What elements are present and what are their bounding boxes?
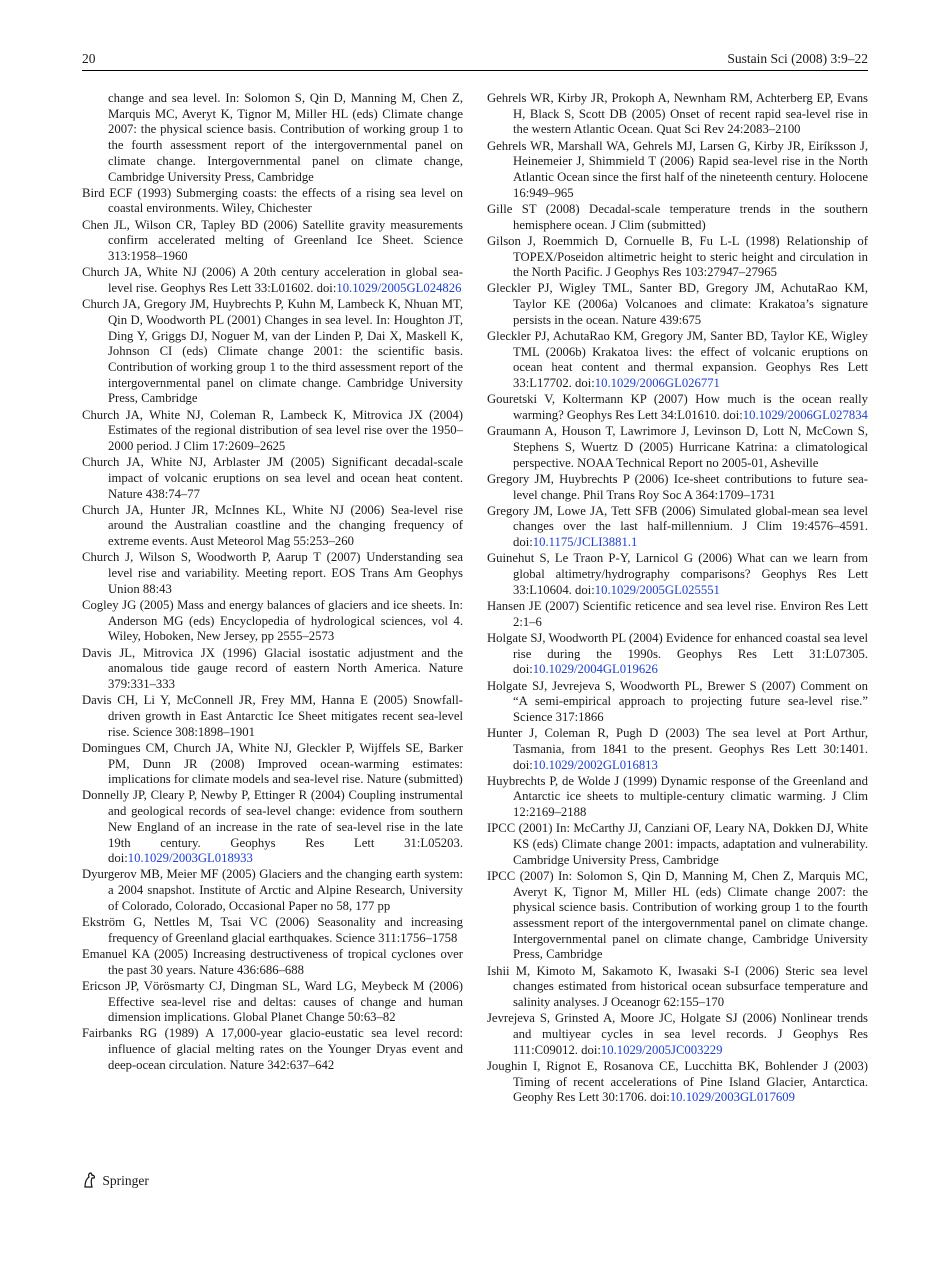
reference-entry xyxy=(82,1026,463,1073)
reference-entry xyxy=(487,202,868,233)
reference-entry xyxy=(82,550,463,597)
reference-text: Emanuel KA (2005) Increasing destructiveness of tropical cyclones over the past 30 years. Nature 436:686–688 xyxy=(82,946,463,977)
reference-text: Cogley JG (2005) Mass and energy balances of glaciers and ice sheets. In: Anderson MG (eds) Encyclopedia of hydrological sciences, vol 4. Wiley, Hoboken, New Jersey, pp 2555–2573 xyxy=(82,598,463,644)
reference-text: Holgate SJ, Woodworth PL (2004) Evidence for enhanced coastal sea level rise during the 1990s. Geophys Res Lett 31:L07305. doi: xyxy=(487,630,868,677)
reference-entry xyxy=(82,646,463,693)
reference-entry xyxy=(487,234,868,281)
reference-entry xyxy=(487,1011,868,1058)
reference-text: Domingues CM, Church JA, White NJ, Gleckler P, Wijffels SE, Barker PM, Dunn JR (2008) Improved ocean-warming estimates: implications for climate models and sea-level rise. Nature (submitted) xyxy=(82,740,463,787)
reference-entry xyxy=(487,774,868,821)
reference-text: Ericson JP, Vörösmarty CJ, Dingman SL, Ward LG, Meybeck M (2006) Effective sea-level rise and deltas: causes of change and human dimension implications. Global Planet Change 50:63–82 xyxy=(82,978,463,1025)
reference-text: IPCC (2007) In: Solomon S, Qin D, Manning M, Chen Z, Marquis MC, Averyt K, Tignor M, Miller HL (eds) Climate change 2007: the physical science basis. Contribution of working group 1 to the fourth assessment report of the intergovernmental panel on climate change. Intergovernmental panel on climate change, Cambridge University Press, Cambridge xyxy=(487,868,868,962)
doi-link[interactable]: 10.1029/2006GL027834 xyxy=(742,408,868,423)
reference-text: Gleckler PJ, Wigley TML, Santer BD, Gregory JM, AchutaRao KM, Taylor KE (2006a) Volcanoes and climate: Krakatoa’s signature persists in the ocean. Nature 439:675 xyxy=(487,281,868,327)
reference-entry xyxy=(82,741,463,788)
reference-entry xyxy=(487,726,868,773)
journal-citation: Sustain Sci (2008) 3:9–22 xyxy=(727,51,868,66)
reference-entry xyxy=(82,915,463,946)
reference-entry xyxy=(487,631,868,678)
reference-column-left xyxy=(82,91,463,1074)
reference-text: Davis CH, Li Y, McConnell JR, Frey MM, Hanna E (2005) Snowfall-driven growth in East Antarctic Ice Sheet mitigates recent sea-level rise. Science 308:1898–1901 xyxy=(82,693,463,739)
reference-entry xyxy=(82,693,463,740)
reference-text: Church JA, White NJ, Arblaster JM (2005) Significant decadal-scale impact of volcanic eruptions on sea level and ocean heat content. Nature 438:74–77 xyxy=(82,455,463,501)
reference-entry xyxy=(82,867,463,914)
reference-entry xyxy=(487,1059,868,1106)
reference-text: Hansen JE (2007) Scientific reticence and sea level rise. Environ Res Lett 2:1–6 xyxy=(487,599,868,629)
doi-link[interactable]: 10.1029/2003GL017609 xyxy=(669,1090,795,1105)
reference-entry xyxy=(82,788,463,867)
doi-link[interactable]: 10.1029/2005JC003229 xyxy=(600,1042,723,1057)
reference-entry xyxy=(487,329,868,392)
reference-entry xyxy=(82,598,463,645)
reference-entry xyxy=(82,265,463,296)
header-rule xyxy=(82,70,868,71)
reference-entry xyxy=(487,599,868,630)
reference-entry xyxy=(82,91,463,185)
reference-entry xyxy=(82,408,463,455)
reference-entry xyxy=(487,281,868,328)
reference-text: Jevrejeva S, Grinsted A, Moore JC, Holgate SJ (2006) Nonlinear trends and multiyear cycles in sea level records. J Geophys Res 111:C09012. doi: xyxy=(487,1011,868,1057)
reference-entry xyxy=(487,472,868,503)
reference-text: Fairbanks RG (1989) A 17,000-year glacio-eustatic sea level record: influence of glacial melting rates on the Younger Dryas event and deep-ocean circulation. Nature 342:637–642 xyxy=(82,1026,463,1072)
reference-text: Church JA, Hunter JR, McInnes KL, White NJ (2006) Sea-level rise around the Australian coastline and the changing frequency of extreme events. Aust Meteorol Mag 55:253–260 xyxy=(82,502,463,549)
publisher-name: Springer xyxy=(102,1173,149,1188)
reference-text: Chen JL, Wilson CR, Tapley BD (2006) Satellite gravity measurements confirm accelerated melting of Greenland Ice Sheet. Science 313:1958–1960 xyxy=(82,217,463,264)
reference-entry xyxy=(487,139,868,202)
reference-text: Church JA, White NJ (2006) A 20th century acceleration in global sea-level rise. Geophys Res Lett 33:L01602. doi: xyxy=(82,265,463,295)
reference-text: Ishii M, Kimoto M, Sakamoto K, Iwasaki S-I (2006) Steric sea level changes estimated from historical ocean subsurface temperature and salinity analyses. J Oceanogr 62:155–170 xyxy=(487,963,868,1010)
reference-text: Gehrels WR, Marshall WA, Gehrels MJ, Larsen G, Kirby JR, Eiríksson J, Heinemeier J, Shimmield T (2006) Rapid sea-level rise in the North Atlantic Ocean since the first half of the nineteenth century. Holocene 16:949–965 xyxy=(487,138,868,200)
reference-text: Church JA, Gregory JM, Huybrechts P, Kuhn M, Lambeck K, Nhuan MT, Qin D, Woodworth PL (2001) Changes in sea level. In: Houghton JT, Ding Y, Griggs DJ, Noguer M, van der Linden P, Dai X, Maskell K, Johnson CI (eds) Climate change 2001: the scientific basis. Contribution of working group 1 to the third assessment report of the intergovernmental panel on climate change. Cambridge University Press, Cambridge xyxy=(82,297,463,406)
reference-text: IPCC (2001) In: McCarthy JJ, Canziani OF, Leary NA, Dokken DJ, White KS (eds) Climate change 2001: impacts, adaptation and vulnerability. Cambridge University Press, Cambridge xyxy=(487,821,868,867)
reference-text: Ekström G, Nettles M, Tsai VC (2006) Seasonality and increasing frequency of Greenland glacial earthquakes. Science 311:1756–1758 xyxy=(82,915,463,945)
reference-text: Bird ECF (1993) Submerging coasts: the effects of a rising sea level on coastal environments. Wiley, Chichester xyxy=(82,185,463,216)
doi-link[interactable]: 10.1175/JCLI3881.1 xyxy=(532,535,638,550)
reference-text: Gregory JM, Huybrechts P (2006) Ice-sheet contributions to future sea-level change. Phil Trans Roy Soc A 364:1709–1731 xyxy=(487,471,868,502)
reference-entry xyxy=(487,869,868,963)
reference-text: Donnelly JP, Cleary P, Newby P, Ettinger R (2004) Coupling instrumental and geological records of sea-level change: evidence from southern New England of an increase in the rate of sea-level rise in the late 19th century. Geophys Res Lett 31:L05203. doi: xyxy=(82,788,463,866)
doi-link[interactable]: 10.1029/2002GL016813 xyxy=(532,757,658,772)
reference-entry xyxy=(487,504,868,551)
reference-entry xyxy=(82,503,463,550)
doi-link[interactable]: 10.1029/2005GL025551 xyxy=(594,582,720,597)
reference-text: Dyurgerov MB, Meier MF (2005) Glaciers and the changing earth system: a 2004 snapshot. Institute of Arctic and Alpine Research, University of Colorado, Colorado, Occasional Paper no 58, 177 pp xyxy=(82,867,463,913)
reference-text: Graumann A, Houson T, Lawrimore J, Levinson D, Lott N, McCown S, Stephens S, Wuertz D (2005) Hurricane Katrina: a climatological perspective. NOAA Technical Report no 2005-01, Asheville xyxy=(487,424,868,470)
reference-entry xyxy=(82,947,463,978)
reference-text: Guinehut S, Le Traon P-Y, Larnicol G (2006) What can we learn from global altimetry/hydrography comparisons? Geophys Res Lett 33:L10604. doi: xyxy=(487,551,868,597)
reference-entry xyxy=(487,964,868,1011)
reference-entry xyxy=(82,297,463,407)
reference-entry xyxy=(82,186,463,217)
reference-entry xyxy=(487,392,868,423)
reference-text: Gleckler PJ, AchutaRao KM, Gregory JM, Santer BD, Taylor KE, Wigley TML (2006b) Krakatoa lives: the effect of volcanic eruptions on ocean heat content and thermal expansion. Geophys Res Lett 33:L17702. doi: xyxy=(487,329,868,391)
reference-entry xyxy=(82,455,463,502)
reference-text: Gille ST (2008) Decadal-scale temperature trends in the southern hemisphere ocean. J Clim (submitted) xyxy=(487,201,868,232)
reference-entry xyxy=(82,979,463,1026)
doi-link[interactable]: 10.1029/2005GL024826 xyxy=(336,280,462,295)
reference-entry xyxy=(487,91,868,138)
reference-text: Joughin I, Rignot E, Rosanova CE, Lucchitta BK, Bohlender J (2003) Timing of recent accelerations of Pine Island Glacier, Antarctica. Geophy Res Lett 30:1706. doi: xyxy=(487,1058,868,1105)
reference-entry xyxy=(487,821,868,868)
reference-text: Gouretski V, Koltermann KP (2007) How much is the ocean really warming? Geophys Res Lett 34:L01610. doi: xyxy=(487,392,868,423)
reference-column-right xyxy=(487,91,868,1107)
reference-entry xyxy=(487,551,868,598)
reference-text: Holgate SJ, Jevrejeva S, Woodworth PL, Brewer S (2007) Comment on “A semi-empirical approach to projecting future sea-level rise.” Science 317:1866 xyxy=(487,678,868,724)
reference-text: change and sea level. In: Solomon S, Qin D, Manning M, Chen Z, Marquis MC, Averyt K, Tignor M, Miller HL (eds) Climate change 2007: the physical science basis. Contribution of working group 1 to the fourth assessment report of the intergovernmental panel on climate change. Intergovernmental panel on climate change, Cambridge University Press, Cambridge xyxy=(108,91,463,184)
reference-entry xyxy=(82,218,463,265)
page-number: 20 xyxy=(82,51,96,66)
reference-text: Davis JL, Mitrovica JX (1996) Glacial isostatic adjustment and the anomalous tide gauge record of eastern North America. Nature 379:331–333 xyxy=(82,645,463,692)
doi-link[interactable]: 10.1029/2004GL019626 xyxy=(532,662,658,677)
reference-text: Hunter J, Coleman R, Pugh D (2003) The sea level at Port Arthur, Tasmania, from 1841 to the present. Geophys Res Lett 30:1401. doi: xyxy=(487,726,868,772)
doi-link[interactable]: 10.1029/2006GL026771 xyxy=(594,376,720,391)
reference-text: Gehrels WR, Kirby JR, Prokoph A, Newnham RM, Achterberg EP, Evans H, Black S, Scott DB (2005) Onset of recent rapid sea-level rise in the western Atlantic Ocean. Quat Sci Rev 24:2083–2100 xyxy=(487,91,868,137)
reference-text: Huybrechts P, de Wolde J (1999) Dynamic response of the Greenland and Antarctic ice sheets to multiple-century climatic warming. J Clim 12:2169–2188 xyxy=(487,773,868,820)
page-footer xyxy=(82,1172,149,1192)
springer-horse-icon xyxy=(82,1172,96,1188)
reference-text: Gilson J, Roemmich D, Cornuelle B, Fu L-L (1998) Relationship of TOPEX/Poseidon altimetric height to steric height and circulation in the North Pacific. J Geophys Res 103:27947–27965 xyxy=(487,233,868,280)
page-header xyxy=(82,50,868,72)
reference-text: Church JA, White NJ, Coleman R, Lambeck K, Mitrovica JX (2004) Estimates of the regional distribution of sea level rise over the 1950–2000 period. J Clim 17:2609–2625 xyxy=(82,407,463,453)
reference-text: Church J, Wilson S, Woodworth P, Aarup T (2007) Understanding sea level rise and variability. Meeting report. EOS Trans Am Geophys Union 88:43 xyxy=(82,550,463,596)
reference-text: Gregory JM, Lowe JA, Tett SFB (2006) Simulated global-mean sea level changes over the last half-millennium. J Clim 19:4576–4591. doi: xyxy=(487,503,868,550)
doi-link[interactable]: 10.1029/2003GL018933 xyxy=(127,851,253,866)
reference-entry xyxy=(487,424,868,471)
reference-entry xyxy=(487,679,868,726)
